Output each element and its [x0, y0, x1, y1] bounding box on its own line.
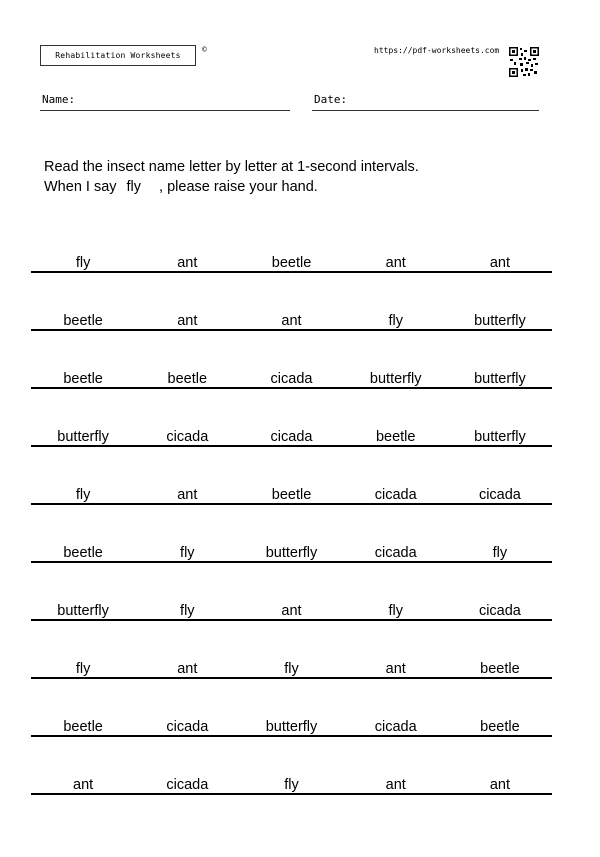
word-cell: fly	[180, 545, 195, 561]
word-cell: beetle	[63, 545, 103, 561]
word-cell: fly	[284, 661, 299, 677]
word-cell: ant	[281, 603, 302, 619]
word-cell: beetle	[63, 719, 103, 735]
word-cell: beetle	[375, 429, 416, 445]
word-cell: fly	[75, 487, 91, 503]
word-cell: cicada	[374, 487, 417, 503]
word-cell: ant	[385, 255, 406, 271]
word-cell: fly	[388, 603, 403, 619]
word-cell: fly	[388, 313, 403, 329]
word-cell: butterfly	[265, 545, 318, 561]
word-cell: cicada	[270, 429, 313, 445]
target-word: fly	[126, 179, 142, 195]
word-cell: ant	[177, 487, 198, 503]
word-cell: ant	[177, 661, 198, 677]
instruction-line-1: Read the insect name letter by letter at 1-second intervals.	[44, 159, 419, 175]
site-url[interactable]: https://pdf-worksheets.com	[374, 46, 500, 55]
instruction-prefix: When I say	[44, 179, 117, 195]
word-cell: ant	[489, 777, 510, 793]
word-row	[31, 246, 552, 273]
date-field[interactable]	[312, 93, 539, 111]
word-row	[31, 768, 552, 795]
worksheet-badge	[40, 45, 196, 66]
word-grid	[31, 246, 552, 826]
word-cell: fly	[284, 777, 299, 793]
qr-code-icon	[509, 47, 539, 77]
word-cell: cicada	[478, 487, 521, 503]
word-row	[31, 652, 552, 679]
word-cell: butterfly	[265, 719, 318, 735]
word-cell: ant	[177, 313, 198, 329]
word-cell: beetle	[167, 371, 208, 387]
word-cell: ant	[177, 255, 198, 271]
word-cell: ant	[385, 777, 406, 793]
instruction-line-2	[44, 177, 419, 197]
date-label: Date:	[314, 93, 348, 106]
word-cell: beetle	[271, 255, 312, 271]
copyright-mark: ©	[202, 45, 207, 54]
word-cell: fly	[75, 661, 91, 677]
word-cell: cicada	[374, 719, 417, 735]
word-cell: butterfly	[474, 371, 526, 387]
word-row	[31, 304, 552, 331]
instruction-suffix: , please raise your hand.	[159, 179, 318, 195]
word-cell: cicada	[166, 429, 209, 445]
word-cell: butterfly	[57, 429, 109, 445]
word-cell: fly	[492, 545, 508, 561]
instructions	[44, 157, 419, 197]
word-cell: ant	[73, 777, 94, 793]
name-label: Name:	[42, 93, 76, 106]
word-row	[31, 362, 552, 389]
word-cell: cicada	[374, 545, 417, 561]
word-cell: butterfly	[474, 429, 526, 445]
word-cell: fly	[180, 603, 195, 619]
word-row	[31, 536, 552, 563]
word-cell: ant	[281, 313, 302, 329]
word-row	[31, 420, 552, 447]
word-cell: beetle	[480, 719, 520, 735]
word-cell: cicada	[166, 777, 209, 793]
word-cell: ant	[385, 661, 406, 677]
word-cell: beetle	[63, 371, 103, 387]
word-row	[31, 478, 552, 505]
word-cell: cicada	[270, 371, 313, 387]
word-cell: butterfly	[57, 603, 109, 619]
word-row	[31, 710, 552, 737]
word-cell: fly	[75, 255, 91, 271]
word-cell: cicada	[166, 719, 209, 735]
word-row	[31, 594, 552, 621]
word-cell: cicada	[478, 603, 521, 619]
word-cell: beetle	[480, 661, 520, 677]
name-field[interactable]	[40, 93, 290, 111]
badge-label: Rehabilitation Worksheets	[55, 51, 181, 60]
word-cell: ant	[489, 255, 510, 271]
word-cell: butterfly	[369, 371, 422, 387]
word-cell: beetle	[63, 313, 103, 329]
word-cell: beetle	[271, 487, 312, 503]
word-cell: butterfly	[474, 313, 526, 329]
